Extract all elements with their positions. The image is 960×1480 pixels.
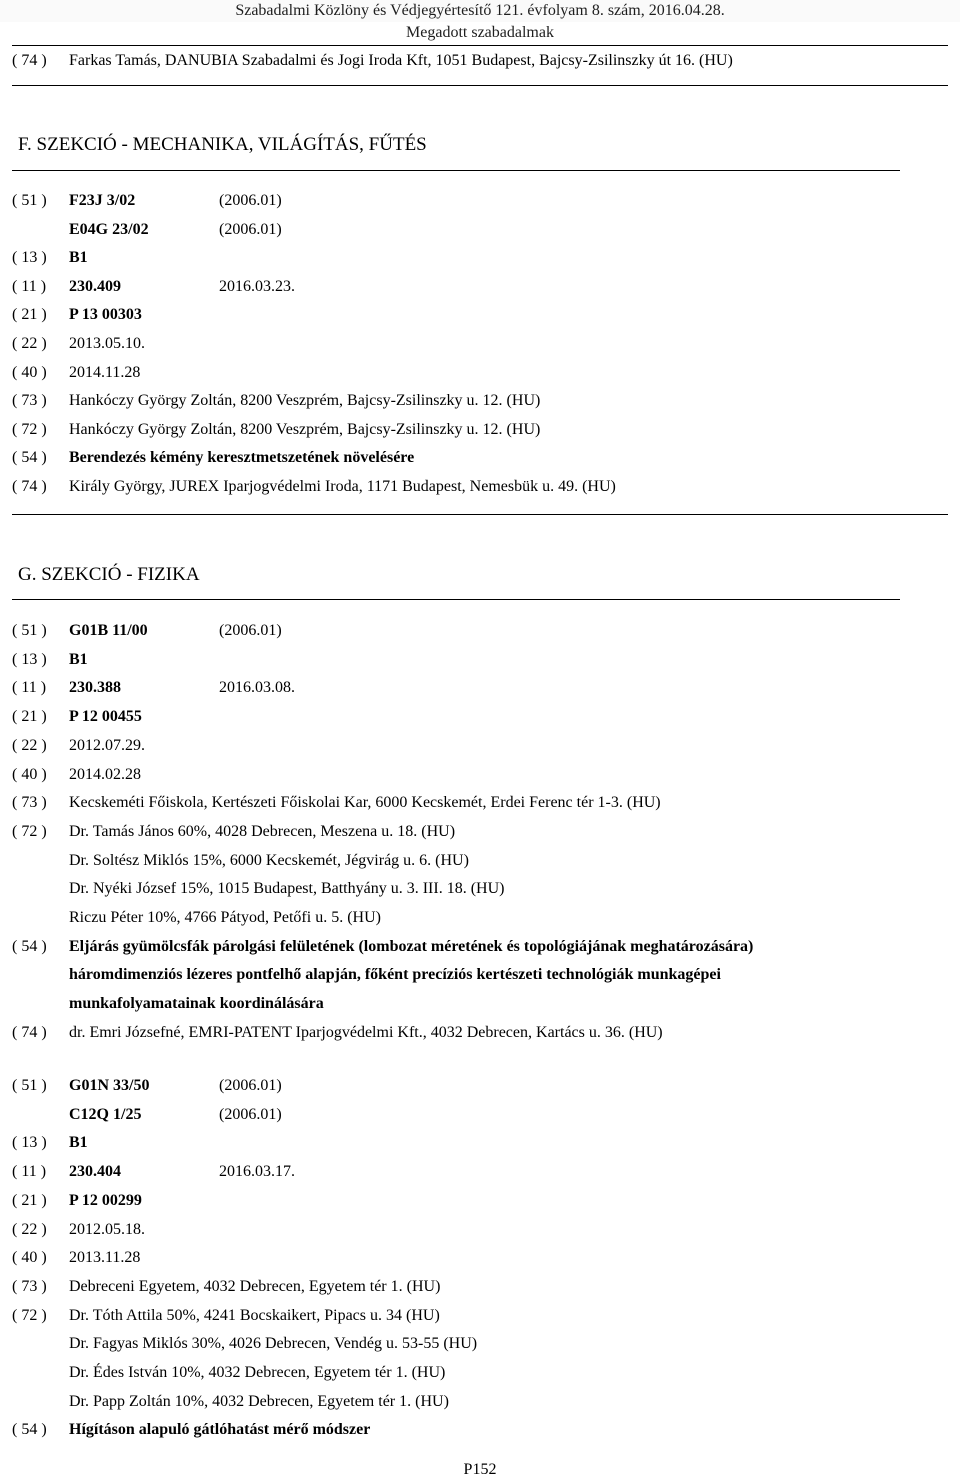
entry-value: Berendezés kémény keresztmetszetének növelésére: [69, 449, 415, 467]
entry-line: [0, 473, 960, 501]
entry-value: Dr. Papp Zoltán 10%, 4032 Debrecen, Egyetem tér 1. (HU): [69, 1392, 449, 1410]
inid-code: ( 73 ): [12, 794, 47, 812]
entry-value: Dr. Tóth Attila 50%, 4241 Bocskaikert, Pipacs u. 34 (HU): [69, 1306, 440, 1324]
inid-code: ( 40 ): [12, 1249, 47, 1267]
top-entry-line: [0, 47, 960, 75]
entry-line: [0, 1019, 960, 1047]
entry-value: C12Q 1/25: [69, 1105, 142, 1123]
entry-divider: [12, 514, 948, 515]
entry-value: 230.404: [69, 1163, 121, 1181]
entry-value: 2014.11.28: [69, 363, 141, 381]
inid-code: ( 21 ): [12, 306, 47, 324]
entry-value: B1: [69, 1134, 88, 1152]
entry-value: Debreceni Egyetem, 4032 Debrecen, Egyetem tér 1. (HU): [69, 1277, 441, 1295]
inid-code: ( 13 ): [12, 249, 47, 267]
entry-line: [0, 444, 960, 472]
inid-code: ( 74 ): [12, 478, 47, 495]
entry-line: [0, 273, 960, 301]
entry-line: [0, 416, 960, 444]
inid-code: ( 21 ): [12, 1191, 47, 1209]
entry-value: 2012.05.18.: [69, 1220, 145, 1238]
entry-line: [0, 1302, 960, 1330]
entry-value: G01B 11/00: [69, 622, 148, 639]
entry-value: háromdimenziós lézeres pontfelhő alapján, főként precíziós kertészeti technológiák munkagépei: [69, 966, 721, 984]
inid-code: ( 54 ): [12, 937, 47, 955]
inid-code: ( 40 ): [12, 765, 47, 783]
inid-code: ( 73 ): [12, 1277, 47, 1295]
inid-code: ( 74 ): [12, 1023, 47, 1041]
entry-line: [0, 216, 960, 244]
entry-value: dr. Emri Józsefné, EMRI-PATENT Iparjogvédelmi Kft., 4032 Debrecen, Kartács u. 36. (HU): [69, 1023, 663, 1041]
entry-value: Dr. Fagyas Miklós 30%, 4026 Debrecen, Vendég u. 53-55 (HU): [69, 1335, 478, 1353]
entry-line: [0, 761, 960, 789]
entry-value: Hankóczy György Zoltán, 8200 Veszprém, Bajcsy-Zsilinszky u. 12. (HU): [69, 420, 541, 438]
entry-line: [0, 1416, 960, 1444]
entry-value: F23J 3/02: [69, 192, 136, 209]
inid-code: ( 51 ): [12, 192, 47, 209]
section-title: G. SZEKCIÓ - FIZIKA: [18, 564, 200, 585]
entry-value: 230.388: [69, 679, 121, 697]
entry-value: Király György, JUREX Iparjogvédelmi Iroda, 1171 Budapest, Nemesbük u. 49. (HU): [69, 478, 616, 495]
entry-text: Farkas Tamás, DANUBIA Szabadalmi és Jogi Iroda Kft, 1051 Budapest, Bajcsy-Zsilinszky út 16. (HU): [69, 52, 733, 69]
entry-secondary-value: 2016.03.08.: [219, 679, 295, 697]
entry-line: [0, 933, 960, 961]
entry-secondary-value: (2006.01): [219, 1077, 282, 1094]
entry-value: Hankóczy György Zoltán, 8200 Veszprém, Bajcsy-Zsilinszky u. 12. (HU): [69, 392, 541, 410]
entry-line: [0, 961, 960, 989]
entry-line: [0, 1187, 960, 1215]
entry-line: [0, 244, 960, 272]
inid-code: ( 40 ): [12, 363, 47, 381]
inid-code: ( 11 ): [12, 277, 47, 295]
entry-line: [0, 1216, 960, 1244]
entry-line: [0, 674, 960, 702]
entry-line: [0, 1388, 960, 1416]
inid-code: ( 13 ): [12, 1134, 47, 1152]
entry-secondary-value: (2006.01): [219, 1105, 282, 1123]
entry-line: [0, 187, 960, 215]
inid-code: ( 13 ): [12, 650, 47, 668]
entry-line: [0, 1244, 960, 1272]
entry-line: [0, 1158, 960, 1186]
entry-value: Kecskeméti Főiskola, Kertészeti Főiskolai Kar, 6000 Kecskemét, Erdei Ferenc tér 1-3. (HU): [69, 794, 661, 812]
entry-line: [0, 646, 960, 674]
entry-secondary-value: 2016.03.17.: [219, 1163, 295, 1181]
entry-value: Dr. Tamás János 60%, 4028 Debrecen, Meszena u. 18. (HU): [69, 822, 456, 840]
entry-value: Dr. Nyéki József 15%, 1015 Budapest, Batthyány u. 3. III. 18. (HU): [69, 880, 505, 898]
entry-secondary-value: (2006.01): [219, 192, 282, 209]
inid-code: ( 54 ): [12, 1421, 47, 1439]
inid-code: ( 22 ): [12, 1220, 47, 1238]
entry-value: 2012.07.29.: [69, 736, 145, 754]
entry-value: G01N 33/50: [69, 1077, 150, 1094]
entry-value: Dr. Soltész Miklós 15%, 6000 Kecskemét, Jégvirág u. 6. (HU): [69, 851, 469, 869]
inid-code: ( 51 ): [12, 1077, 47, 1094]
entry-value: B1: [69, 249, 88, 267]
inid-code: ( 72 ): [12, 1306, 47, 1324]
entry-line: [0, 990, 960, 1018]
inid-code: ( 54 ): [12, 449, 47, 467]
entry-line: [0, 818, 960, 846]
entry-line: [0, 330, 960, 358]
entry-line: [0, 301, 960, 329]
entry-value: E04G 23/02: [69, 220, 149, 238]
journal-subtitle: Megadott szabadalmak: [406, 24, 554, 41]
header-divider: [12, 45, 948, 46]
entry-value: 230.409: [69, 277, 121, 295]
entry-value: P 12 00455: [69, 708, 142, 726]
section-title-underline: [12, 599, 900, 600]
entry-secondary-value: (2006.01): [219, 622, 282, 639]
entry-value: Eljárás gyümölcsfák párolgási felületének (lombozat méretének és topológiájának meghatározására): [69, 937, 754, 955]
entry-line: [0, 1273, 960, 1301]
inid-code: ( 22 ): [12, 736, 47, 754]
journal-title: Szabadalmi Közlöny és Védjegyértesítő 121. évfolyam 8. szám, 2016.04.28.: [0, 0, 960, 22]
entry-value: P 13 00303: [69, 306, 142, 324]
entry-line: [0, 1072, 960, 1100]
section-title-underline: [12, 170, 900, 171]
entry-value: 2013.05.10.: [69, 335, 145, 352]
entry-line: [0, 1359, 960, 1387]
entry-value: Dr. Édes István 10%, 4032 Debrecen, Egyetem tér 1. (HU): [69, 1364, 446, 1381]
entry-line: [0, 387, 960, 415]
entry-value: 2013.11.28: [69, 1249, 141, 1267]
entry-line: [0, 875, 960, 903]
entry-value: P 12 00299: [69, 1191, 142, 1209]
inid-code: ( 22 ): [12, 335, 47, 352]
entry-secondary-value: (2006.01): [219, 220, 282, 238]
entry-line: [0, 1129, 960, 1157]
entry-line: [0, 1330, 960, 1358]
entry-line: [0, 617, 960, 645]
page-number: P152: [463, 1461, 497, 1478]
inid-code: ( 72 ): [12, 822, 47, 840]
entry-line: [0, 1101, 960, 1129]
entry-line: [0, 904, 960, 932]
entry-line: [0, 847, 960, 875]
inid-code: ( 11 ): [12, 679, 47, 697]
entry-line: [0, 703, 960, 731]
inid-code: ( 74 ): [12, 52, 47, 69]
inid-code: ( 51 ): [12, 622, 47, 639]
entry-line: [0, 789, 960, 817]
inid-code: ( 11 ): [12, 1163, 47, 1181]
inid-code: ( 21 ): [12, 708, 47, 726]
inid-code: ( 72 ): [12, 420, 47, 438]
entry-value: Riczu Péter 10%, 4766 Pátyod, Petőfi u. 5. (HU): [69, 909, 381, 926]
entry-line: [0, 359, 960, 387]
entry-line: [0, 732, 960, 760]
section-title: F. SZEKCIÓ - MECHANIKA, VILÁGÍTÁS, FŰTÉS: [18, 134, 427, 155]
inid-code: ( 73 ): [12, 392, 47, 410]
entry-value: 2014.02.28: [69, 765, 141, 783]
entry-value: munkafolyamatainak koordinálására: [69, 995, 324, 1013]
entry-value: B1: [69, 650, 88, 668]
entry-secondary-value: 2016.03.23.: [219, 277, 295, 295]
entry-value: Hígításon alapuló gátlóhatást mérő módszer: [69, 1421, 371, 1439]
entry-divider: [12, 85, 948, 86]
